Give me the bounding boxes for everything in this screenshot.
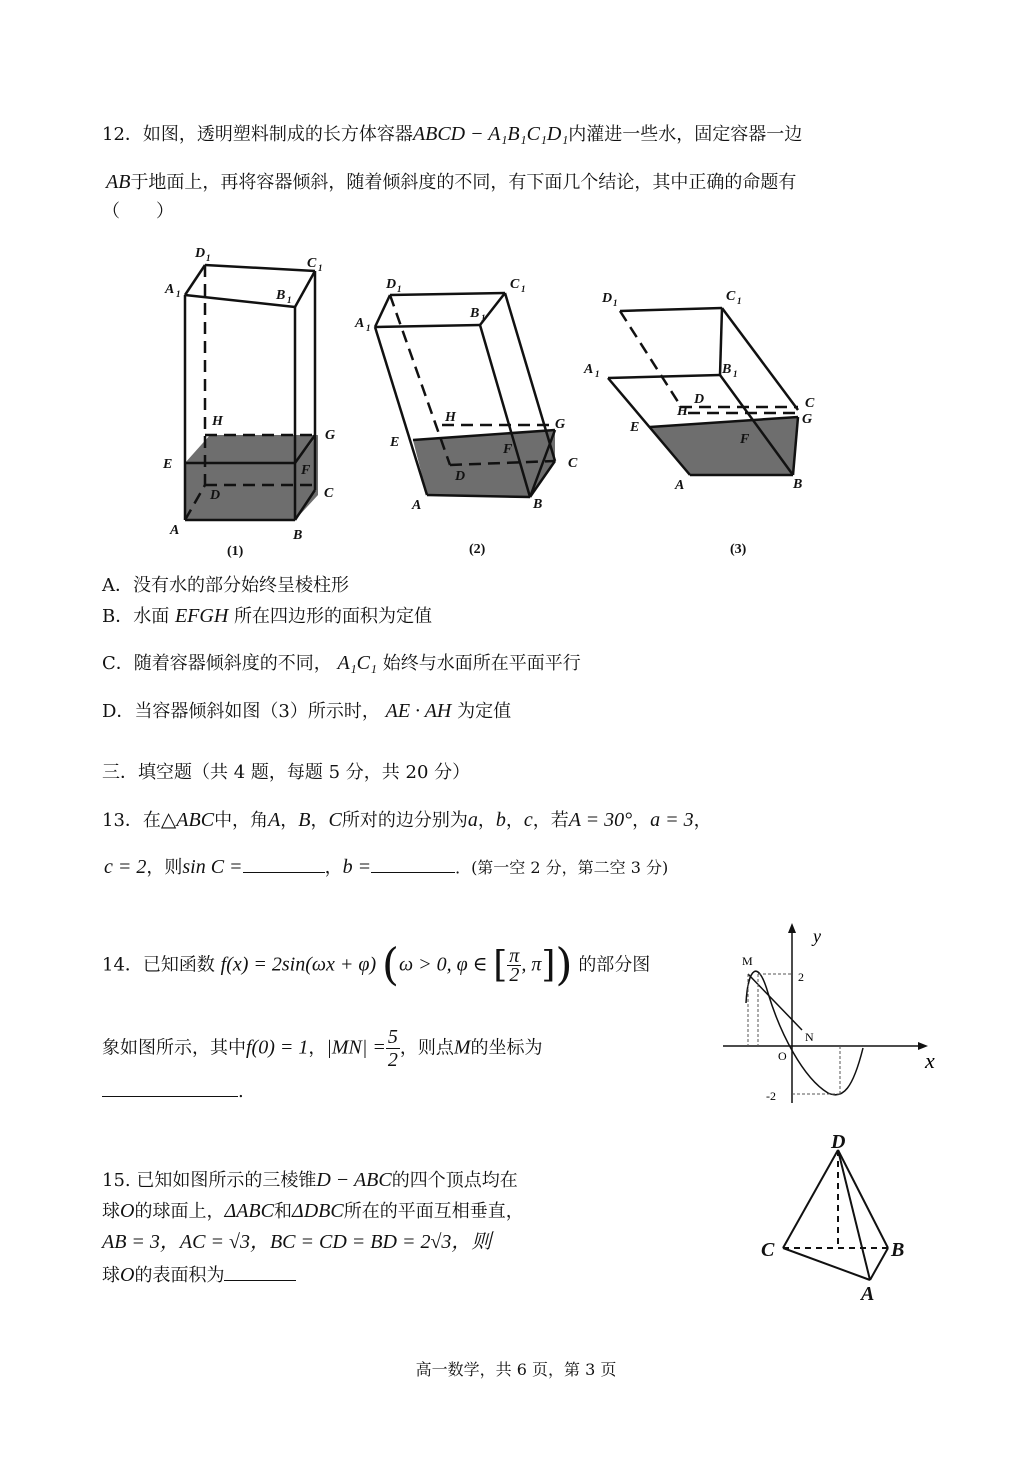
q14-graph xyxy=(718,918,953,1113)
q13-line2: c = 2，则sin C = ，b = ．(第一空 2 分，第二空 3 分) xyxy=(104,856,669,878)
svg-text:C: C xyxy=(510,277,520,292)
svg-text:O: O xyxy=(778,1049,787,1063)
q12-answer-paren: （ ） xyxy=(102,201,174,222)
svg-text:G: G xyxy=(325,428,336,443)
page-footer: 高一数学，共 6 页，第 3 页 xyxy=(415,1360,617,1379)
svg-text:N: N xyxy=(805,1030,814,1044)
q13-blank-1[interactable] xyxy=(243,854,325,873)
svg-text:-2: -2 xyxy=(766,1089,776,1103)
q12-line2: AB于地面上，再将容器倾斜，随着倾斜度的不同，有下面几个结论，其中正确的命题有 xyxy=(106,171,797,193)
svg-text:C: C xyxy=(726,289,736,304)
figure-2 xyxy=(375,293,555,497)
svg-text:D: D xyxy=(831,1131,846,1153)
svg-text:D: D xyxy=(602,291,613,306)
svg-text:B: B xyxy=(533,497,543,512)
svg-text:1: 1 xyxy=(206,253,211,263)
q13-blank-2[interactable] xyxy=(371,854,455,873)
svg-text:D: D xyxy=(210,488,221,503)
svg-text:C: C xyxy=(568,456,578,471)
svg-text:E: E xyxy=(630,420,640,435)
q14-line2: 象如图所示，其中f(0) = 1，|MN| = $\frac{5}{2}$ ，则点M的坐标为 xyxy=(102,1026,543,1071)
svg-text:1: 1 xyxy=(176,289,181,299)
svg-text:1: 1 xyxy=(595,369,600,379)
q12-option-d: D．当容器倾斜如图（3）所示时， AE · AH 为定值 xyxy=(102,700,512,722)
svg-text:A: A xyxy=(675,478,685,493)
svg-text:C: C xyxy=(761,1239,775,1261)
svg-text:M: M xyxy=(742,954,753,968)
q14-line3: . xyxy=(102,1078,244,1104)
svg-text:1: 1 xyxy=(397,284,402,294)
svg-text:H: H xyxy=(212,414,223,429)
svg-text:(2): (2) xyxy=(469,542,486,557)
svg-text:G: G xyxy=(802,412,813,427)
svg-text:F: F xyxy=(740,432,750,447)
svg-text:(3): (3) xyxy=(730,542,747,557)
q13-line1: 13．在△ABC中，角A，B，C所对的边分别为a，b，c，若A = 30°，a = 3， xyxy=(102,809,712,831)
svg-text:D: D xyxy=(455,469,466,484)
svg-text:A: A xyxy=(165,282,175,297)
svg-text:x: x xyxy=(925,1048,935,1073)
svg-text:B: B xyxy=(293,528,303,543)
svg-text:A: A xyxy=(355,316,365,331)
svg-text:D: D xyxy=(195,246,206,261)
svg-text:1: 1 xyxy=(366,323,371,333)
svg-text:1: 1 xyxy=(481,313,486,323)
q14-blank[interactable] xyxy=(102,1078,238,1097)
svg-text:A: A xyxy=(170,523,180,538)
svg-text:C: C xyxy=(805,396,815,411)
q15-line2: 球O的球面上，ΔABC和ΔDBC所在的平面互相垂直， xyxy=(102,1200,524,1222)
q12-option-a: A．没有水的部分始终呈棱柱形 xyxy=(102,575,349,596)
svg-text:1: 1 xyxy=(521,284,526,294)
svg-text:1: 1 xyxy=(318,263,323,273)
svg-text:A: A xyxy=(584,362,594,377)
svg-text:G: G xyxy=(555,417,566,432)
q14-line1: 14．已知函数 f(x) = 2sin(ωx + φ) (ω > 0, φ ∈ [ $\frac{\pi}{2}$ , π]) 的部分图 xyxy=(102,939,651,991)
svg-text:H: H xyxy=(677,404,688,419)
svg-text:B: B xyxy=(722,362,732,377)
svg-text:(1): (1) xyxy=(227,544,244,559)
svg-text:A: A xyxy=(861,1283,875,1303)
svg-text:C: C xyxy=(324,486,334,501)
q15-line1: 15. 已知如图所示的三棱锥D − ABC的四个顶点均在 xyxy=(102,1169,518,1191)
svg-text:B: B xyxy=(891,1239,905,1261)
svg-text:D: D xyxy=(694,392,705,407)
svg-text:B: B xyxy=(276,288,286,303)
svg-text:F: F xyxy=(301,463,311,478)
svg-text:B: B xyxy=(470,306,480,321)
section-3-heading: 三．填空题（共 4 题，每题 5 分，共 20 分） xyxy=(102,762,471,783)
q12-line1: 12．如图，透明塑料制成的长方体容器ABCD − A₁B₁C₁D₁内灌进一些水，固定容器一边 xyxy=(102,123,803,145)
q15-pyramid-figure xyxy=(755,1128,925,1303)
figure-1 xyxy=(185,265,318,520)
svg-text:1: 1 xyxy=(737,296,742,306)
svg-text:B: B xyxy=(793,477,803,492)
svg-text:2: 2 xyxy=(798,970,804,984)
q15-line4: 球O的表面积为 xyxy=(102,1262,296,1288)
svg-text:H: H xyxy=(445,410,456,425)
svg-text:C: C xyxy=(307,256,317,271)
q15-line3: AB = 3，AC = √3，BC = CD = BD = 2√3，则 xyxy=(102,1231,492,1253)
svg-text:E: E xyxy=(163,457,173,472)
svg-text:F: F xyxy=(503,442,513,457)
svg-text:1: 1 xyxy=(613,298,618,308)
svg-text:y: y xyxy=(813,926,821,946)
svg-text:1: 1 xyxy=(287,295,292,305)
svg-text:1: 1 xyxy=(733,369,738,379)
q15-blank[interactable] xyxy=(224,1262,296,1281)
svg-text:E: E xyxy=(390,435,400,450)
svg-text:A: A xyxy=(412,498,422,513)
q12-figures xyxy=(150,235,850,565)
q12-option-b: B．水面 EFGH 所在四边形的面积为定值 xyxy=(102,605,433,627)
svg-text:D: D xyxy=(386,277,397,292)
q12-option-c: C．随着容器倾斜度的不同， A₁C₁ 始终与水面所在平面平行 xyxy=(102,652,581,674)
